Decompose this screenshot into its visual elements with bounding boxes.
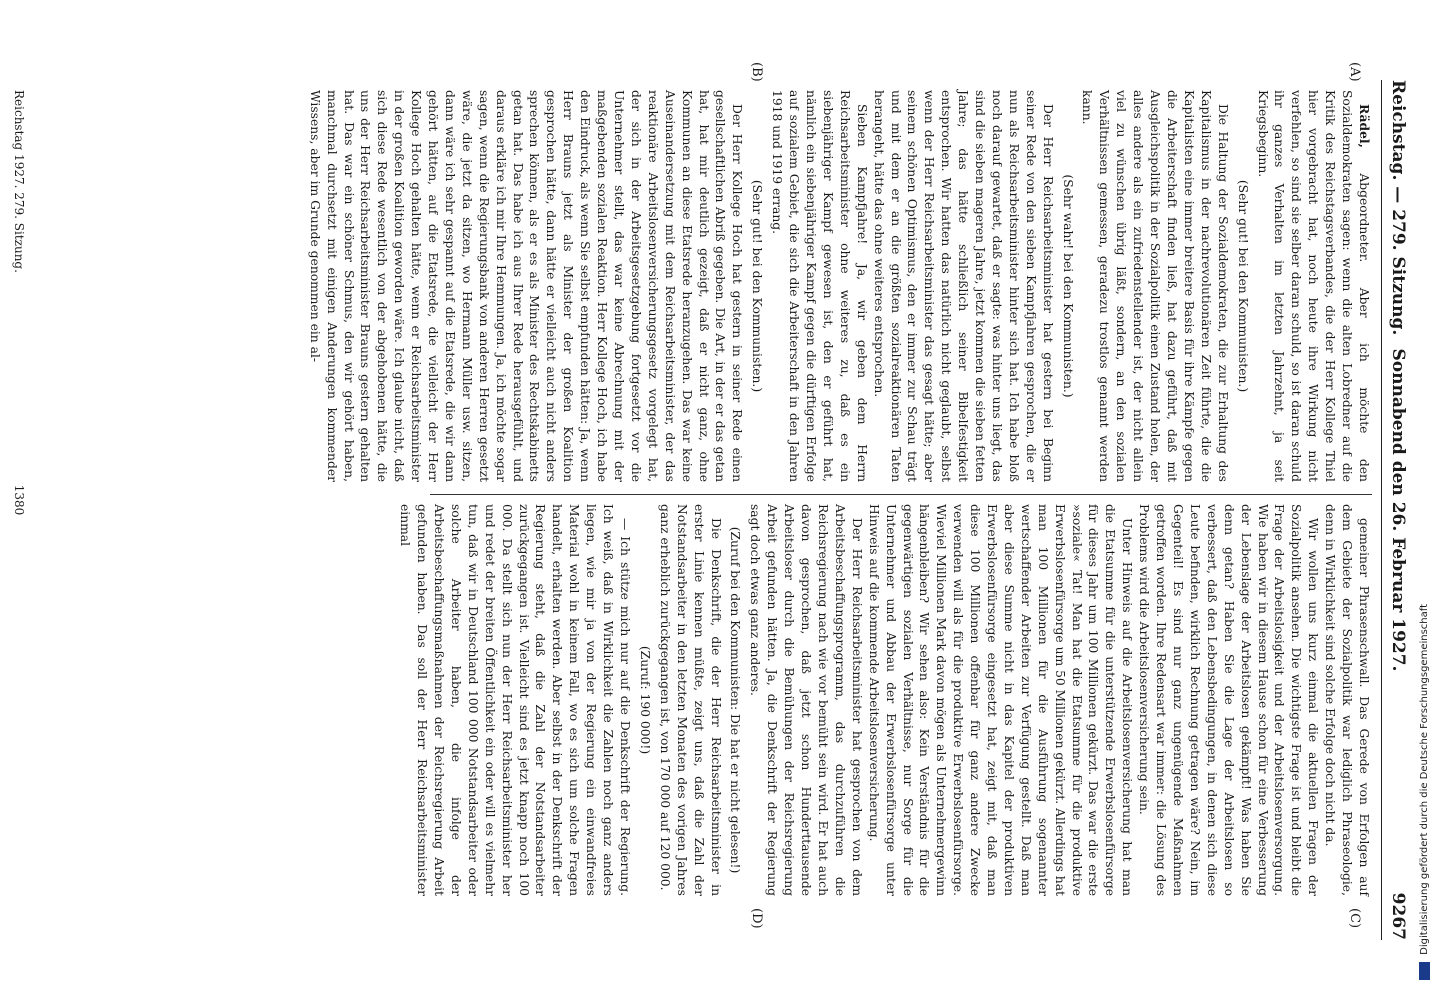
interjection: (Sehr gut! bei den Kommunisten.) bbox=[750, 179, 765, 393]
margin-mark-a: (A) bbox=[1347, 62, 1362, 82]
dfg-logo-icon bbox=[1419, 962, 1430, 980]
paragraph bbox=[1079, 90, 1231, 482]
paragraph-text: Der Herr Reichsarbeitsminister hat gesprochen von dem Arbeitsbeschaffungsprogramm, das durchzuführen die Reichsregierung nach wie vor bemüht sein wird. Er hat auch davon gesprochen, daß jetzt schon Hunderttausende Arbeitsloser durch die Bemühungen der Reichsregierung Arbeit gefunden hätten. Ja, die Denkschrift der Regierung sagt doch etwas ganz anderes. bbox=[748, 504, 864, 896]
sidebar-credit bbox=[1417, 0, 1433, 1000]
paragraph-text: Unter Hinweis auf die Arbeitslosenversicherung hat man die Etatsumme für die unterstützende Erwerbslosenfürsorge für dieses Jahr um 100 Millionen gekürzt. Das war die erste »soziale« Tat! Man hat die Etatsumme für die produktive Erwerbslosenfürsorge um 50 Millionen gekürzt. Allerdings hat man 100 Millionen für die Ausführung sogenannter wertschaffender Arbeiten zur Verfügung gestellt. Daß man aber diese Summe nicht in das Kapitel der produktiven Erwerbslosenfürsorge eingesetzt hat, zeigt mit, daß man diese 100 Millionen offenbar für ganz andere Zwecke verwenden will als für die produktive Erwerbslosenfürsorge. Wieviel Millionen Mark davon mögen als Unternehmergewinn hängenbleiben? Wir sehen also: Kein Verständnis für die gegenwärtigen sozialen Verhältnisse, nur Sorge für die Unternehmer und Abbau der Erwerbslosenfürsorge unter Hinweis auf die kommende Arbeitslosenversicherung. bbox=[866, 504, 1135, 896]
left-column bbox=[60, 90, 1372, 482]
margin-mark-b: (B) bbox=[749, 62, 764, 82]
interjection: (Sehr wahr! bei den Kommunisten.) bbox=[1060, 174, 1075, 398]
interjection: (Sehr gut! bei den Kommunisten.) bbox=[1235, 179, 1250, 393]
paragraph bbox=[1321, 504, 1372, 896]
paragraph-text: Wir wollen uns kurz einmal die aktuellen Fragen der Sozialpolitik ansehen. Die wichtigste Frage ist und bleibt die Frage der Arbeitslosigkeit und der Arbeitslosenversorgung. Wie haben wir in diesem Hause schon für eine Verbesserung der Lebenslage der Arbeitslosen gekämpft! Was haben Sie denn getan? Haben Sie die Lage der Arbeitslosen so verbessert, daß den Lebensbedingungen, in denen sich diese Leute befinden, wirklich Rechnung getragen wäre? Nein, im Gegenteil! Es sind nur ganz ungenügende Maßnahmen getroffen worden. Ihre Redensart war immer: die Lösung des Problems wird die Arbeitslosenversicherung sein. bbox=[1137, 504, 1321, 896]
right-column bbox=[60, 504, 1372, 896]
header-left: Reichstag. — 279. Sitzung. bbox=[1388, 80, 1408, 336]
paragraph bbox=[865, 504, 1136, 896]
page-header bbox=[1381, 80, 1412, 940]
interjection: (Zuruf: 190 000!) bbox=[637, 645, 652, 755]
header-page-number: 9267 bbox=[1388, 892, 1408, 940]
paragraph bbox=[768, 90, 869, 482]
sidebar-credit-text: Digitalisierung gefördert durch die Deutsche Forschungsgemeinschaft bbox=[1419, 603, 1430, 955]
paragraph bbox=[746, 504, 864, 896]
margin-mark-d: (D) bbox=[749, 908, 764, 929]
speaker-name: Rädel, bbox=[1357, 104, 1372, 148]
paragraph-text: — Ich stütze mich nur auf die Denkschrift der Regierung. Ich weiß, daß in Wirklichkeit die Zahlen noch ganz anders liegen, wie mir ja von der Regierung ein einwandfreies Material wohl in keinem Fall, wo es sich um solche Fragen handelt, erhalten werden. Aber selbst in der Denkschrift der Regierung steht, daß die Zahl der Notstandsarbeiter zurückgegangen ist. Vielleicht sind es jetzt knapp noch 100 000. Da stellt sich nun der Herr Reichsarbeitsminister her und redet der breiten Öffentlichkeit ein oder will es vielmehr tun, daß wir in Deutschland 100 000 Notstandsarbeiter oder solche Arbeiter haben, die infolge der Arbeitsbeschaffungsmaßnahmen der Reichsregierung Arbeit gefunden haben. Das soll der Herr Reichsarbeitsminister einmal bbox=[398, 504, 633, 896]
paragraph-text: Die Haltung der Sozialdemokraten, die zur Erhaltung des Kapitalismus in der nachrevolutionären Zeit führte, die die Kapitalisten eine immer breitere Basis für ihre Kämpfe gegen die Arbeiterschaft finden ließ, hat dazu geführt, daß mit Ausgleichspolitik in der Sozialpolitik einen Zustand holen, der alles andere als ein zufriedenstellender ist, der nicht allein viel zu wünschen übrig läßt, sondern, an den sozialen Verhältnissen gemessen, geradezu trostlos genannt werden kann. bbox=[1080, 90, 1230, 482]
paragraph bbox=[306, 90, 746, 482]
paragraph-text: gemeiner Phrasenschwall. Das Gerede von Erfolgen auf dem Gebiete der Sozialpolitik war lediglich Phraseologie, denn in Wirklichkeit sind solche Erfolge doch nicht da. bbox=[1323, 504, 1371, 896]
header-date: Sonnabend den 26. Februar 1927. bbox=[1388, 348, 1408, 672]
paragraph-text: Der Herr Reichsarbeitsminister hat gestern bei Beginn seiner Rede von den sieben Kampfjahren gesprochen, die er nun als Reichsarbeitsminister hinter sich hat. Ich habe bloß noch darauf gewartet, daß er sagte: was hinter uns liegt, das sind die sieben mageren Jahre, jetzt kommen die sieben fetten Jahre; das hätte schließlich seiner Bibelfestigkeit entsprochen. Wir hatten das natürlich nicht geglaubt, selbst wenn der Herr Reichsarbeitsminister das gesagt hätte; aber seinem schönen Optimismus, den er immer zur Schau trägt und mit dem er an die größten sozialreaktionären Taten herangeht, hätte das ohne weiteres entsprochen. bbox=[871, 90, 1055, 482]
interjection: (Zuruf bei den Kommunisten: Die hat er nicht gelesen!) bbox=[728, 526, 743, 874]
paragraph bbox=[656, 504, 724, 896]
margin-mark-c: (C) bbox=[1347, 908, 1362, 929]
paragraph-text: Der Herr Kollege Hoch hat gestern in seiner Rede einen gesellschaftlichen Abriß gegeben. Die Art, in der er das getan hat, hat mir deutlich gezeigt, daß er nicht ganz, ohne Kommunen an diese Etatsrede heranzugehen. Das war keine Auseinandersetzung mit dem Reichsarbeitsminister, der das reaktionäre Arbeitslosenversicherungsgesetz vorgelegt hat, der sich in der Arbeitsgesetzgebung fortgesetzt vor die Unternehmer stellt, das war keine Abrechnung mit der maßgebenden sozialen Reaktion. Herr Kollege Hoch, ich habe den Eindruck, als wenn Sie selbst empfunden hätten: Ja, wenn Herr Brauns jetzt als Minister der großen Koalition gesprochen hätte, dann hätte er vielleicht auch nicht anders sprechen können, als er es als Minister des Rechtskabinetts getan hat. Das habe ich aus Ihrer Rede herausgefühlt, und daraus erkläre ich mir Ihre Hemmungen. Ja, ich möchte sogar sagen, wenn die Regierungsbank von anderen Herren gesetzt wäre, die jetzt da sitzen, wo Hermann Müller usw. sitzen, dann wäre ich sehr gespannt auf die Etatsrede, die wir dann gehört hätten, auf die Etatsrede, die vielleicht der Herr Kollege Hoch gehalten hätte, wenn er Reichsarbeitsminister in der großen Koalition geworden wäre. Ich glaube nicht, daß sich diese Rede wesentlich von der abgehobenen hätte, die uns der Herr Reichsarbeitsminister Brauns gestern gehalten hat. Das war ein schöner Schmus, den wir gehört haben, manchmal durchsetzt mit einigen Anderungen kommender Wissens, aber im Grunde genommen ein al- bbox=[307, 90, 745, 482]
paragraph-text: Die Denkschrift, die der Herr Reichsarbeitsminister in erster Linie kennen müßte, zeigt uns, daß die Zahl der Notstandsarbeiter in den letzten Monaten des vorigen Jahres ganz erheblich zurückgegangen ist, von 170 000 auf 120 000. bbox=[657, 504, 723, 896]
paragraph bbox=[396, 504, 633, 896]
column-divider bbox=[430, 494, 1372, 495]
paragraph-text: Sieben Kampfjahre! Ja, wir geben dem Herrn Reichsarbeitsminister ohne weiteres zu, daß es ein siebenjähriger Kampf gewesen ist, den er geführt hat, nämlich ein siebenjähriger Kampf gegen die dürftigen Erfolge auf sozialem Gebiet, die sich die Arbeiterschaft in den Jahren 1918 und 1919 errang. bbox=[770, 90, 869, 482]
paragraph bbox=[870, 90, 1056, 482]
paragraph-text: Aber ich möchte den Sozialdemokraten sagen: wenn die alten Lobredner auf die Kritik des Reichstagsverbandes, die der Herr Kollege Thiel hier vorgebracht hat, noch heute ihre Wirkung nicht verfehlen, so sind sie selber daran schuld, so ist daran schuld ihr ganzes Verhalten im letzten Jahrzehnt, ja seit Kriegsbeginn. bbox=[1255, 90, 1371, 482]
paragraph: Rädel, Abgeordneter. Aber ich möchte den Sozialdemokraten sagen: wenn die alten Lobredner auf die Kritik des Reichstagsverbandes, die der Herr Kollege Thiel hier vorgebracht hat, noch heute ihre Wirkung nicht verfehlen, so sind sie selber daran schuld, so ist daran schuld ihr ganzes Verhalten im letzten Jahrzehnt, ja seit Kriegsbeginn. bbox=[1255, 90, 1372, 482]
footer-left: Reichstag 1927. 279. Sitzung. bbox=[12, 90, 26, 273]
paragraph bbox=[1135, 504, 1321, 896]
speaker-role: Abgeordneter bbox=[1357, 173, 1371, 259]
footer-page-number: 1380 bbox=[12, 484, 26, 516]
